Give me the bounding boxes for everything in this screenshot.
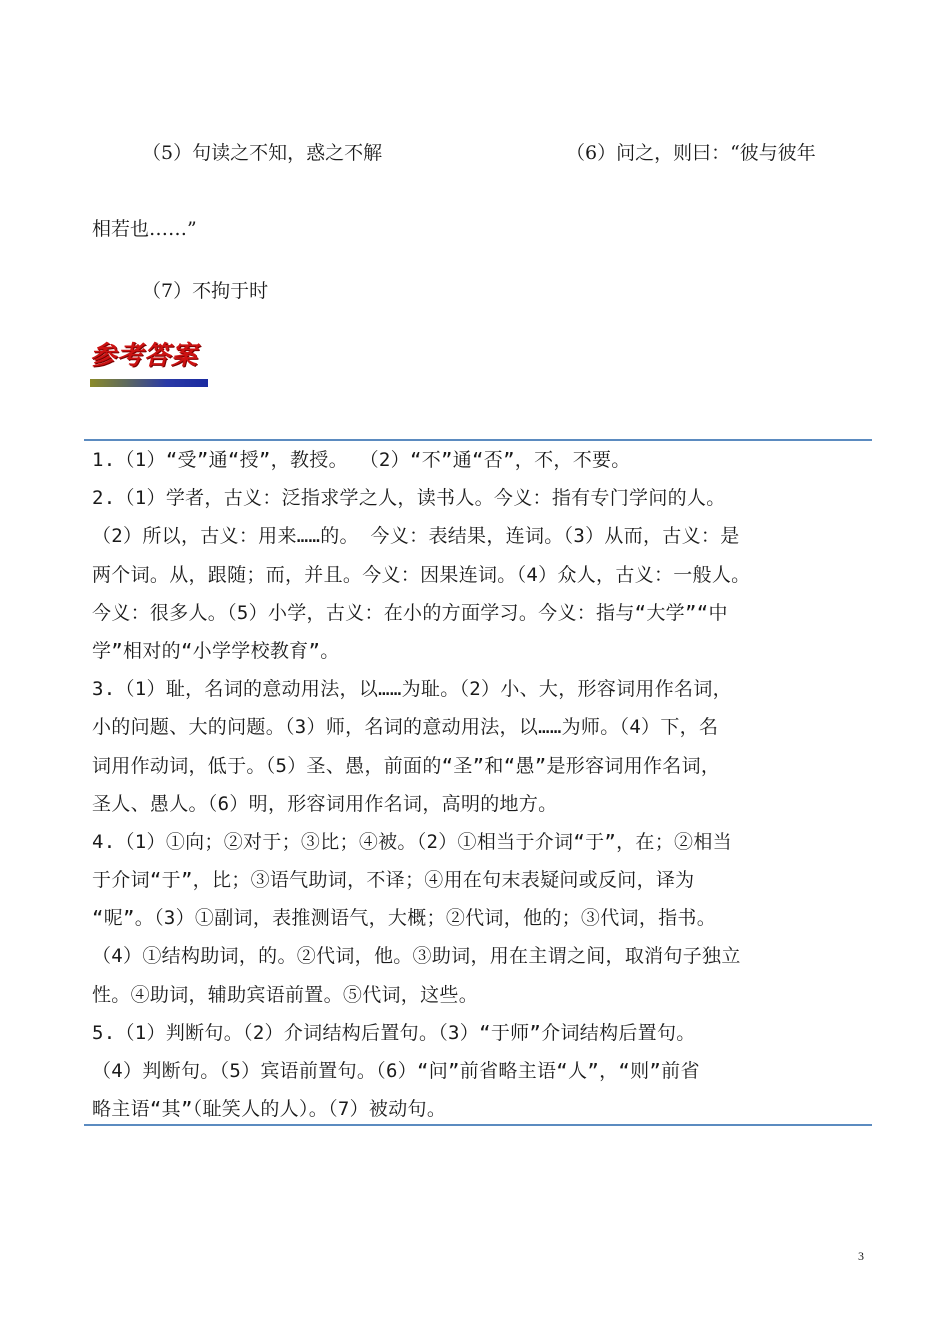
answer-box-bottom-rule <box>84 1124 872 1126</box>
answer-line: 词用作动词，低于。（5）圣、愚，前面的“圣”和“愚”是形容词用作名词， <box>92 754 721 777</box>
answer-line: （4）①结构助词，的。②代词，他。③助词，用在主谓之间，取消句子独立 <box>92 945 741 968</box>
answer-line: 今义：很多人。（5）小学，古义：在小的方面学习。今义：指与“大学”“中 <box>92 601 728 624</box>
answer-list <box>92 441 872 1128</box>
answer-line: 两个词。从，跟随；而，并且。今义：因果连词。（4）众人，古义：一般人。 <box>92 563 751 586</box>
answer-line: 略主语“其”（耻笑人的人）。（7）被动句。 <box>92 1098 447 1121</box>
answer-line: “呢”。（3）①副词，表推测语气，大概；②代词，他的；③代词，指书。 <box>92 907 717 930</box>
answer-line: 学”相对的“小学学校教育”。 <box>92 639 340 662</box>
question-6-continued: 相若也……” <box>92 218 197 240</box>
answer-line: 于介词“于”，比；③语气助词，不译；④用在句末表疑问或反问，译为 <box>92 869 695 892</box>
answer-line: （2）所以，古义：用来……的。 今义：表结果，连词。（3）从而，古义：是 <box>92 525 740 548</box>
page-number: 3 <box>858 1249 864 1263</box>
answer-line: 小的问题、大的问题。（3）师，名词的意动用法，以……为师。（4）下，名 <box>92 716 719 739</box>
section-title: 参考答案 <box>90 341 199 371</box>
banner-underline <box>90 379 208 387</box>
answer-line: 4.（1）①向；②对于；③比；④被。（2）①相当于介词“于”，在；②相当 <box>92 830 732 853</box>
answer-line: 2.（1）学者，古义：泛指求学之人，读书人。今义：指有专门学问的人。 <box>92 487 726 510</box>
answer-line: 3.（1）耻，名词的意动用法，以……为耻。（2）小、大，形容词用作名词， <box>92 678 732 701</box>
answer-line: （4）判断句。（5）宾语前置句。（6）“问”前省略主语“人”，“则”前省 <box>92 1060 700 1082</box>
answer-line: 圣人、愚人。（6）明，形容词用作名词，高明的地方。 <box>92 792 558 815</box>
question-7: （7）不拘于时 <box>142 280 269 302</box>
answer-section-banner <box>90 335 210 390</box>
question-6: （6）问之，则曰：“彼与彼年 <box>566 142 816 164</box>
answer-line: 1.（1）“受”通“授”，教授。 （2）“不”通“否”，不，不要。 <box>92 449 631 471</box>
question-5: （5）句读之不知，惑之不解 <box>142 142 383 164</box>
answer-line: 5.（1）判断句。（2）介词结构后置句。（3）“于师”介词结构后置句。 <box>92 1021 696 1044</box>
answer-line: 性。④助词，辅助宾语前置。⑤代词，这些。 <box>92 983 479 1006</box>
